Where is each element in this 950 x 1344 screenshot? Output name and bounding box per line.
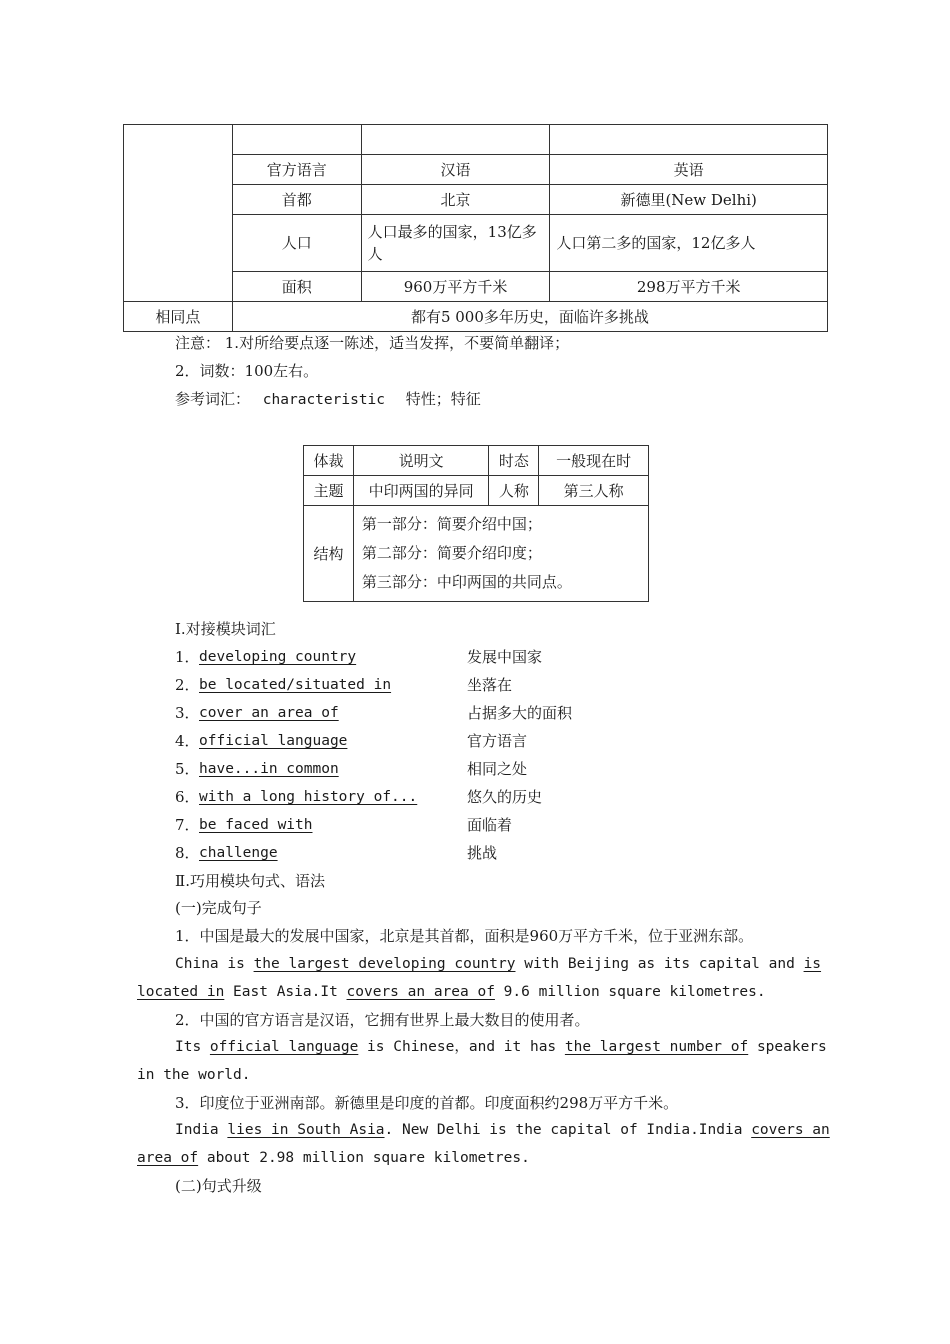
vocab-chinese: 官方语言 [467, 732, 528, 750]
writing-plan-table [303, 445, 649, 602]
china-value: 960万平方千米 [361, 272, 550, 302]
vocab-chinese: 相同之处 [467, 760, 528, 778]
note-2: 2．词数：100左右。 [175, 362, 319, 380]
sentence-3-chinese: 3．印度位于亚洲南部。新德里是印度的首都。印度面积约298万平方千米。 [175, 1094, 679, 1112]
vocab-english: be located/situated in [199, 677, 392, 693]
vocab-chinese: 面临着 [467, 816, 513, 834]
vocab-chinese: 悠久的历史 [467, 788, 543, 806]
row-label: 首都 [232, 185, 361, 215]
india-value: 英语 [550, 155, 828, 185]
vocab-number: 2． [175, 676, 200, 694]
vocab-english: be faced with [199, 817, 313, 833]
vocab-chinese: 挑战 [467, 844, 498, 862]
subsection-complete-sentences: (一)完成句子 [175, 899, 262, 917]
structure-part: 第二部分：简要介绍印度； [361, 544, 542, 562]
vocab-number: 4． [175, 732, 200, 750]
vocab-english: have...in common [199, 761, 339, 777]
row-label: 官方语言 [232, 155, 361, 185]
china-value: 人口最多的国家，13亿多人 [361, 215, 550, 272]
ref-label: 参考词汇： [175, 390, 251, 408]
tense-label: 时态 [489, 446, 539, 476]
section-1-title: Ⅰ.对接模块词汇 [175, 620, 276, 638]
person-label: 人称 [489, 476, 539, 506]
vocab-chinese: 占据多大的面积 [467, 704, 573, 722]
common-label: 相同点 [124, 302, 233, 332]
vocab-number: 6． [175, 788, 200, 806]
genre-value: 说明文 [353, 446, 489, 476]
china-value: 北京 [361, 185, 550, 215]
vocab-number: 8． [175, 844, 200, 862]
structure-label: 结构 [304, 506, 354, 602]
row-label: 人口 [232, 215, 361, 272]
note-1: 注意： 1.对所给要点逐一陈述，适当发挥，不要简单翻译； [175, 334, 570, 352]
vocab-number: 5． [175, 760, 200, 778]
sentence-2-english-line-1: Its official language is Chinese，and it has the largest number of speakers [175, 1039, 827, 1055]
blank-cell [550, 125, 828, 155]
vocab-english: developing country [199, 649, 357, 665]
sentence-1-english-line-2: located in East Asia.It covers an area of 9.6 million square kilometres. [137, 984, 766, 1000]
topic-label: 主题 [304, 476, 354, 506]
common-value: 都有5 000多年历史，面临许多挑战 [232, 302, 827, 332]
genre-label: 体裁 [304, 446, 354, 476]
structure-part: 第三部分：中印两国的共同点。 [361, 573, 572, 591]
sentence-1-chinese: 1．中国是最大的发展中国家，北京是其首都，面积是960万平方千米，位于亚洲东部。 [175, 927, 754, 945]
sentence-2-chinese: 2．中国的官方语言是汉语，它拥有世界上最大数目的使用者。 [175, 1011, 590, 1029]
vocab-english: cover an area of [199, 705, 339, 721]
vocab-english: official language [199, 733, 348, 749]
blank-cell [361, 125, 550, 155]
blank-merged-cell [124, 125, 233, 302]
vocab-chinese: 发展中国家 [467, 648, 543, 666]
india-value: 新德里(New Delhi) [550, 185, 828, 215]
subsection-sentence-upgrade: (二)句式升级 [175, 1177, 262, 1195]
topic-value: 中印两国的异同 [353, 476, 489, 506]
vocab-english: challenge [199, 845, 278, 861]
section-2-title: Ⅱ.巧用模块句式、语法 [175, 872, 325, 890]
structure-part: 第一部分：简要介绍中国； [361, 515, 542, 533]
vocab-english: with a long history of... [199, 789, 418, 805]
structure-list [353, 506, 648, 602]
india-value: 298万平方千米 [550, 272, 828, 302]
tense-value: 一般现在时 [539, 446, 649, 476]
vocab-number: 3． [175, 704, 200, 722]
sentence-3-english-line-2: area of about 2.98 million square kilometres. [137, 1150, 530, 1166]
sentence-1-english-line-1: China is the largest developing country with Beijing as its capital and is [175, 956, 822, 972]
reference-vocab [175, 389, 481, 410]
ref-word: characteristic [262, 392, 386, 408]
china-value: 汉语 [361, 155, 550, 185]
vocab-number: 1． [175, 648, 200, 666]
vocab-chinese: 坐落在 [467, 676, 513, 694]
vocab-number: 7． [175, 816, 200, 834]
ref-meaning: 特性；特征 [405, 390, 481, 408]
india-value: 人口第二多的国家，12亿多人 [550, 215, 828, 272]
person-value: 第三人称 [539, 476, 649, 506]
row-label: 面积 [232, 272, 361, 302]
sentence-2-english-line-2: in the world. [137, 1067, 251, 1083]
sentence-3-english-line-1: India lies in South Asia. New Delhi is the capital of India.India covers an [175, 1122, 830, 1138]
blank-cell [232, 125, 361, 155]
comparison-table [123, 124, 828, 332]
